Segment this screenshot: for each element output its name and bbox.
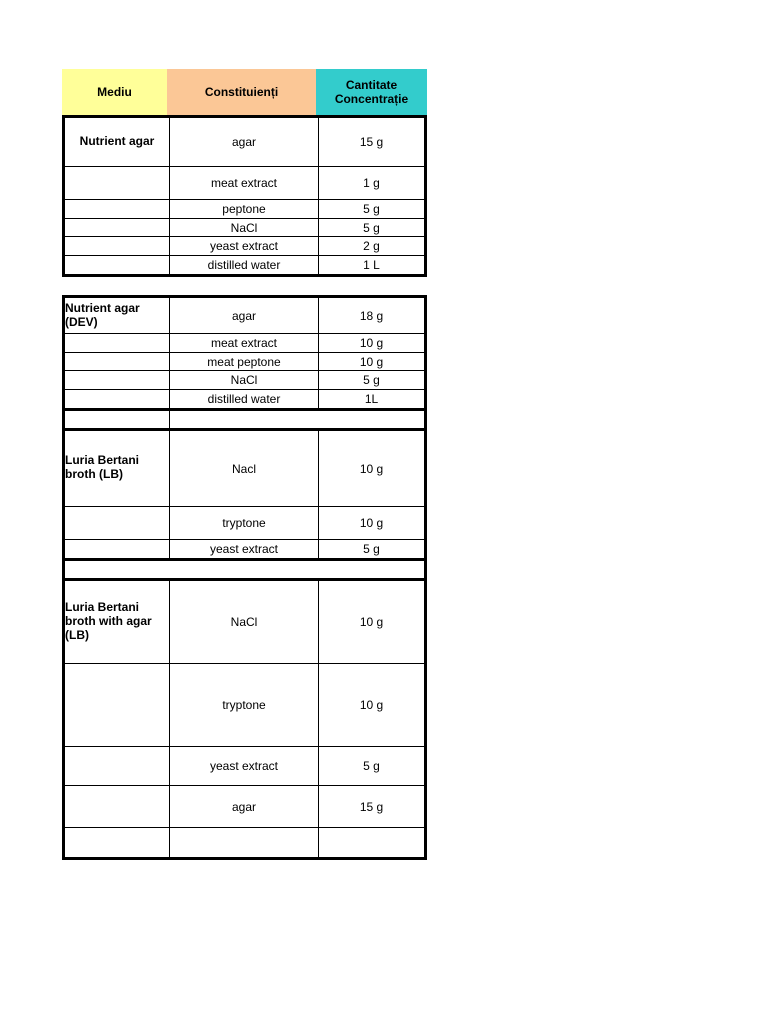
constituent: agar (170, 298, 319, 333)
header-cantitate (316, 69, 427, 115)
amount: 5 g (363, 759, 380, 773)
empty-cell (65, 200, 170, 218)
empty-cell (65, 334, 170, 352)
medium-name-line2: broth (LB) (65, 467, 123, 481)
table-row (62, 167, 427, 200)
amount: 18 g (359, 308, 384, 323)
constituent: distilled water (170, 390, 319, 408)
spacer-row (62, 411, 427, 431)
empty-cell (65, 353, 170, 370)
table-row (62, 353, 427, 371)
constituent: peptone (170, 200, 319, 218)
table-row (62, 540, 427, 561)
amount: 10 g (359, 461, 384, 476)
media-table (62, 69, 427, 860)
empty-cell (65, 540, 170, 558)
empty-cell (65, 390, 170, 408)
amount: 10 g (359, 516, 384, 530)
medium-name (65, 581, 170, 663)
constituent: yeast extract (170, 747, 319, 785)
constituent: tryptone (170, 664, 319, 746)
constituent: Nacl (170, 431, 319, 506)
table-row (62, 219, 427, 237)
empty-cell (170, 561, 319, 578)
amount: 1 g (363, 176, 380, 190)
empty-cell (65, 828, 170, 857)
empty-cell (65, 237, 170, 255)
amount: 10 g (359, 354, 384, 369)
empty-cell (65, 256, 170, 274)
header-mediu: Mediu (62, 69, 167, 115)
medium-name-line3: (LB) (65, 628, 89, 642)
table-row (62, 371, 427, 390)
table-row (62, 237, 427, 256)
medium-name (65, 298, 170, 333)
empty-cell (65, 371, 170, 389)
header-row (62, 69, 427, 115)
medium-name: Nutrient agar (65, 118, 170, 166)
medium-name-line2: broth with agar (65, 614, 152, 628)
empty-cell (65, 747, 170, 785)
table-row (62, 295, 427, 334)
amount: 1 L (363, 258, 380, 272)
constituent: tryptone (170, 507, 319, 539)
empty-cell (65, 167, 170, 199)
table-row (62, 664, 427, 747)
medium-name-line1: Nutrient agar (65, 301, 140, 315)
constituent: meat extract (170, 334, 319, 352)
table-row (62, 786, 427, 828)
medium-name (65, 431, 170, 506)
empty-cell (319, 561, 424, 578)
table-row (62, 390, 427, 411)
table-row (62, 256, 427, 277)
empty-cell (319, 828, 424, 857)
table-row (62, 334, 427, 353)
medium-name-line2: (DEV) (65, 315, 98, 329)
empty-cell (170, 828, 319, 857)
table-row (62, 507, 427, 540)
amount: 10 g (359, 336, 384, 350)
table-row (62, 200, 427, 219)
amount: 5 g (363, 373, 380, 387)
empty-cell (170, 411, 319, 428)
amount: 10 g (359, 615, 384, 629)
medium-name-line1: Luria Bertani (65, 600, 140, 614)
amount: 2 g (363, 239, 380, 253)
constituent: agar (170, 786, 319, 827)
medium-name-line1: Luria Bertani (65, 453, 140, 467)
spacer-row (62, 828, 427, 860)
table-gap (62, 277, 427, 295)
amount: 1L (364, 392, 379, 406)
constituent: yeast extract (170, 237, 319, 255)
amount: 5 g (363, 202, 380, 216)
header-constituienti: Constituienți (167, 69, 316, 115)
constituent: NaCl (170, 581, 319, 663)
amount: 15 g (359, 799, 384, 814)
empty-cell (65, 219, 170, 236)
table-row (62, 747, 427, 786)
amount: 5 g (363, 542, 380, 556)
empty-cell (65, 411, 170, 428)
amount: 5 g (363, 220, 380, 235)
constituent: distilled water (170, 256, 319, 274)
constituent: NaCl (170, 219, 319, 236)
constituent: NaCl (170, 371, 319, 389)
empty-cell (65, 561, 170, 578)
empty-cell (65, 507, 170, 539)
empty-cell (319, 411, 424, 428)
constituent: meat extract (170, 167, 319, 199)
table-row (62, 581, 427, 664)
empty-cell (65, 786, 170, 827)
amount: 15 g (359, 135, 384, 149)
amount: 10 g (359, 698, 384, 712)
header-cantitate-line1: Cantitate (345, 78, 398, 92)
table-row (62, 431, 427, 507)
table-row (62, 115, 427, 167)
constituent: meat peptone (170, 353, 319, 370)
empty-cell (65, 664, 170, 746)
header-cantitate-line2: Concentrație (334, 92, 409, 106)
constituent: agar (170, 118, 319, 166)
spacer-row (62, 561, 427, 581)
constituent: yeast extract (170, 540, 319, 558)
